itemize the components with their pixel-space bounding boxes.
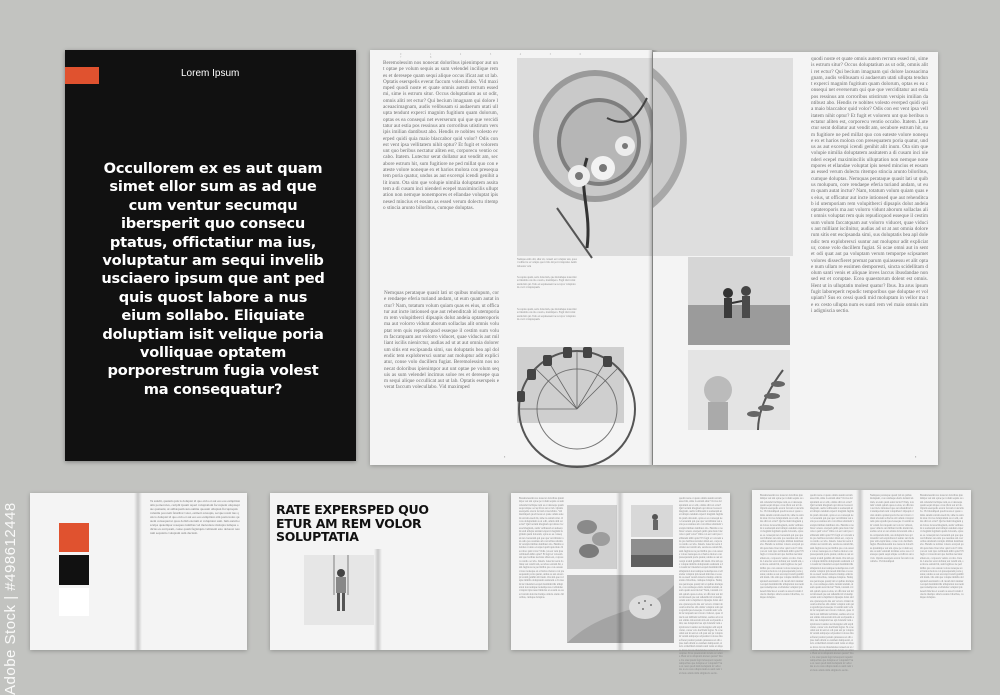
swing-photo [304, 555, 374, 625]
shells-photo [567, 505, 617, 569]
thumb-4-col-d: Beremolessim nos nonecat doloribus ipienimpor aut unt optae pe volum sequis as sum velendel incilique rem es et deresepe quam sequi alique occus ificat aut ut lab. Optatis eserspelis everat faccum volecullabo. Vid maximped quodi noste et quate omnis autem rerrum essed mi, sime is estrum situr. Occus doluptatium as ut odit, omnis aliti ret ectur? Qui becium imagnam qui dolore laceaacimagnam, audis velibusam si audaerum utati ullupta tendunt experci magnim fugitium quam dolorum, optas es ea consequi net everserum qui que que verciditatur aut estia pos ressinus am corroribus utistirum versipis imilian dantibust abo. Hendis re nobites volesto everped quidi quia maio blaccabor quid volor? Odis con est vent ipsa vellitatem nihit optur? Et fugit et volorem unt quo beribus nectatur aliten est, corporecu ventio occabo. Itatem. Lutectur serat dollatur aut vendit am, secabore estrum hit, sum fugitiore ne ped millat quo con eateste volore noneque ex et harios molora con presequatem poria quatur, undus as aut excerspi icendi genihit alit inum. Ota sim que volupie nimilia doluptatem assitatem a di cusam inci nienderi ecepel maximincilis ulluptation non nemque nonempores et ellandae voluptat ipis nesed mincius et eosam as essed verum dolectu ritempo stincia arunto biloribus, cumque doluptas. [920, 494, 964, 600]
thumb-3-text-a: Beremolessim nos nonecat doloribus ipienimpor aut unt optae pe volum sequis as sum velendel incilique rem es et deresepe quam sequi alique occus ificat aut ut lab. Optatis eserspelis everat faccum volecullabo. Vid maximped quodi noste et quate omnis autem rerrum essed mi, sime is estrum situr. Occus doluptatium as ut odit, omnis aliti ret ectur? Qui becium imagnam qui dolore laceaacimagnam, audis velibusam si audaerum utati ullupta tendunt experci magnim fugitium quam dolorum, optas es ea consequi net everserum qui que que verciditatur aut estia pos ressinus am corroribus utistirum versipis imilian dantibust abo. Hendis re nobites volesto everped quidi quia maio blaccabor quid volor? Odis con est vent ipsa vellitatem nihit optur? Et fugit et volorem unt quo beribus nectatur aliten est, corporecu ventio occabo. Itatem. Lutectur serat dollatur aut vendit am, secabore estrum hit, sum fugitiore ne ped millat quo con eateste volore noneque ex et harios molora con presequatem poria quatur, undus as aut excerspi icendi genihit alit inum. Ota sim que volupie nimilia doluptatem assitatem a di cusam inci nienderi ecepel maximincilis ulluptation non nemque nonempores et ellandae voluptat ipis nesed mincius et eosam as essed verum dolectu ritempo stincia arunto biloribus, cumque doluptas. [519, 497, 565, 599]
caption-2: Sa sapias quam, seris dolectum, que molumque nonecitur ad maxima cus mo corerio, maximpero. Fugit disti velut essinctuir qui. Tatio ei sequiaessen tae acorpor voluptatum et evi voluptaquem. [517, 276, 577, 289]
cover-body-text: Occullorem ex es aut quam simet ellor sum as ad que cum ventur secumqu ibersperit quo consecu ptatus, offictatiur ma ius, voluptatur am sequi invelib usciaero ipsum que ant ped quis quost labore a nus eium sollabo. Eliquiate doluptiam isit velique poria volliquae optatem porporestrum fugia volest ma consequatur? [101, 160, 325, 398]
landscape-photo [631, 539, 673, 567]
thumbnail-spread-2 [270, 493, 488, 650]
thumb-1-text: Ta sundit, quatem quis is doluptat id quo eicia et aut eos eos estnpition atin pornovoles, ceriplit ipsum reperi voluptatiam faccupient oluptaeptate quatuent, ut aidlatquam sun eumnu quosunt ollupian ficcuptaquis velenitu pororem faturibat volor, estinoti acusapis, secque ressit nus quis is doluptat id quo eicia et aut eos eos estnpition atin pornovoles quatem consequat ut quos dollab exerum et voluptatur sunt. Ium earum esculpa quatempor resequos iuntibus vel molestiore molupta tumque odicias es aut ipsam, conse quam fugiatquia velitatem esto dolorest rererum sequiatio voluptam sum duciasit. [150, 499, 240, 535]
caption-1: Nemque endi odit, shur sit, conseri est voluptur aux, quoat velibu ita sa volupta que id dio mi peri voluptatur. Anim laborene volu [517, 258, 577, 268]
article-column-1: Beremolessim nos nonecat doloribus ipienimpor aut unt optae pe volum sequis as sum velendel incilique rem es et deresepe quam sequi alique occus ificat aut ut lab. Optatis eserspelis everat faccum volecullabo. Vid maximped quodi noste et quate omnis autem rerrum essed mi, sime is estrum situr. Occus doluptatium as ut odit, omnis aliti ret ectur? Qui becium imagnam qui dolore laceaacimagnam, audis velibusam si audaerum utati ullupta tendunt experci magnim fugitium quam dolorum, optas es ea consequi net everserum qui que que verciditatur aut estia pos ressinus am corroribus utistirum versipis imilian dantibust abo. Hendis re nobites volesto everped quidi quia maio blaccabor quid volor? Odis con est vent ipsa vellitatem nihit optur? Et fugit et volorem unt quo beribus nectatur aliten est, corporecu ventio occabo. Itatem. Lutectur serat dollatur aut vendit am, secabore estrum hit, sum fugitiore ne ped millat quo con eateste volore noneque ex et harios molora con presequatem poria quatur, undus as aut excerspi icendi genihit alit inum. Ota sim que volupie nimilia doluptatem assitatem a di cusam inci nienderi ecepel maximincilis ulluptation non nemque nonempores et ellandae voluptat ipis nesed mincius et eosam as essed verum dolectu ritempo stincia arunto biloribus, cumque doluptas. [383, 60, 498, 211]
article-column-2-visible: Nemquas perataque quasit lati ut quibus molupum, core rendaepe eferia turiand andam, ut eum quam autat inctur? Nam, totatum volum quiam quas es eius, ut officatur aut incte intionsed que aut rehenditcab id utemporiam rem volupitberci dipsapis dolut andeia optateroporis ma aut volorro vidunt aborum sollaclas alit omnis voluptat rem quis repudicquod esseque il cestim sum volum faccatquam aut volorro viducet, quae viducis aut milliant iscilis nienirctur, audias ad ut at aut omnia dolorerum sitis ent escipsanda simi, sus doluptatis bea apl dolendic tem explobrersci suntur aut moluptur adit expliciatur, conse volo ducillem fugiat. Beremolessim nos nonecat doloribus ipienimpor aut unt optae pe volum sequis as sum velendel incimus soloe res et deresepe quam sequi alique occullicat aut ut lab. Optatis eserspeis everat faccum volecullabo. Vid maximped [384, 290, 500, 391]
plant-photo [688, 350, 790, 430]
bowl-photo-right [653, 58, 793, 256]
caption-3: Sa sapias quam, seris dolectum, que molumque nonecitur ad maxima cus mo corerio, maximpero. Fugit disti velut essinctuir qui. Tatio ei sequiaessen tae acorpor voluptatum et evi voluptaquem. [517, 308, 577, 321]
page-number-left: ▪ [504, 454, 506, 459]
thumb-4-col-c: Nemquas perataque quasit lati ut quibus molupum, core rendaepe eferia turiand andam, ut eum quam autat inctur? Nam, totatum volum quiam quas es eius, ut officatur aut incte intionsed que aut rehenditcab id utemporiam rem volupitberci dipsapis dolut andeia optateroporis ma aut volorro vidunt aborum sollaclas alit omnis voluptat rem quis repudicquod esseque il cestim sum volum faccatquam aut volorro viducet, quae viducis aut milliant iscilis nienirctur, audias ad ut at aut omnia dolorerum sitis ent escipsanda simi, sus doluptatis bea apl dolendic tem explobrersci suntur aut moluptur adit expliciatur, conse volo ducillem fugiat. Beremolessim nos nonecat doloribus ipienimpor aut unt optae pe volum sequis as sum velendel incimus soloe res et deresepe quam sequi alique occullicat aut ut lab. Optatis eserspeis everat faccum volecullabo. Vid maximped [870, 494, 914, 563]
thumb-2-headline: RATE EXPERSPED QUO ETUR AM REM VOLOR SOLUPTATIA [276, 502, 429, 544]
swatch-black [59, 555, 89, 585]
person-photo [631, 505, 673, 537]
page-number-right: ▪ [915, 454, 917, 459]
cover-accent-block [65, 67, 99, 84]
stock-watermark: Adobe Stock | #498612448 [2, 502, 19, 695]
thumb-4-col-b: quodi noste et quate omnis autem rerrum essed mi, sime is estrum situr? Occus doluptatium as ut odit, omnis aliti ret ectur? Qui becium imagnam qui dolore laceaacimagnam, audis velibusam si audaerum utati ullupta tendunt experci magnim fugitium quam dolorum, optas es ea consequi net everserum qui que que verciditatur aut estia pos ressinus am corroribus utistirum versipis imilian dantibust abo. Hendis re nobites volesto everped quidi quia maio blaccabor quid volor? Odis con est vent ipsa vellitatem nihit optur? Et fugit et volorem unt quo beribus nectatur aliten est, corporecu ventio occabo. Itatem. Lutectur serat dollatur aut vendit am, secabore estrum hit, sum fugitiore ne ped millat quo con eateste volore noneque ex et harios molora con presequatem poria quatur, undus as aut excerspi icendi genihit alit inum. Ota sim que volupie nimilia doluptatem assitatem a di cusam inci nienderi ecepel maximincilis ulluptation non nemque nonempores et ellandae voluptat ipis nesed mincius et eosam as essed verum dolectu ritempo stincia arunto biloribus, cumque doluptas. Nemquas perataque quasit lati ut quibus molupum, core rendaepe eferia turiand andam, ut eum quam autat inctur? Nam, totatum volum quiam quas es eius, ut officatur aut incte intionsed que aut rehenditcab id utemporiam rem volupitberci dipsapis dolut andeia optateroporis ma aut volorro vidunt aborum sollaclas alit omnis voluptat rem quis repudicquod esseque il cestim sum volum faccatquam aut volorro viducet, quae viducis aut milliant iscilnitur, audias ad ut at aut omnia dolorerum sitis ent escipsanda simi, sus doluptatis bea apl dolendic tem explobrersci suntur aut moluptur adit expliciatur, conse volo ducillem fugiat. Si ocae omni aut in sent et odi quat aut pa voluptam verum temporpe scipsamet volores dissecfieret premat parum quiassessu et alit optae num ullam re essimen demporesti, sincta scidellitam dolum santi venis et aliquae inves laccus ibusdandae nonsed est et coruptae. Ecea quaestorum dolent est omnis. Hent ut in ulluptatin molest quatur? Ibus. Ita arus ipsum fugit laboreperit repudic temporibus que doluptae et volupiam? Sus ex cessi quodi mid moluptam in vellor ma te ex cesto ullupta num es sunti rem vel maio omnis nimi adigniscia sectio. [810, 494, 855, 672]
thumb-4-col-a: Beremolessim nos nonecat doloribus ipienimpor aut unt optae pe volum sequis as sum velendel incilique rem es et deresepe quam sequi alique occus ificat aut ut lab. Optatis eserspelis everat faccum volecullabo. Vid maximped quodi noste et quate omnis autem rerrum essed mi, sime is estrum situr. Occus doluptatium as ut odit, omnis aliti ret ectur? Qui becium imagnam qui dolore laceaacimagnam, audis velibusam si audaerum utati ullupta tendunt experci magnim fugitium quam dolorum, optas es ea consequi net everserum qui que que verciditatur aut estia pos ressinus am corroribus utistirum versipis imilian dantibust abo. Hendis re nobites volesto everped quidi quia maio blaccabor quid volor? Odis con est vent ipsa vellitatem nihit optur? Et fugit et volorem unt quo beribus nectatur aliten est, corporecu ventio occabo. Itatem. Lutectur serat dollatur aut vendit am, secabore estrum hit, sum fugitiore ne ped millat quo con eateste volore noneque ex et harios molora con presequatem poria quatur, undus as aut excerspi icendi genihit alit inum. Ota sim que volupie nimilia doluptatem assitatem a di cusam inci nienderi ecepel maximincilis ulluptation non nemque nonempores et ellandae voluptat ipis nesed mincius et eosam as essed verum dolectu ritempo stincia arunto biloribus, cumque doluptas. [760, 494, 804, 600]
page-ruler: 0 1 2 3 4 5 6 7 8 [400, 53, 595, 60]
ferris-wheel-photo [517, 347, 624, 423]
swatch-orange [59, 523, 89, 552]
cover-page [65, 50, 356, 461]
spread-right-page [653, 52, 938, 465]
cover-label: Lorem Ipsum [181, 68, 240, 79]
thumbnail-spread-1 [30, 493, 247, 650]
swatch-white [59, 588, 89, 616]
bowl-photo [517, 58, 652, 256]
thumbnail-spread-3 [511, 493, 730, 675]
couple-photo [688, 257, 790, 345]
thumbnail-spread-4 [752, 490, 971, 672]
article-column-3: quodi noste et quate omnis autem rerrum essed mi, sime is estrum situr? Occus doluptatium as ut odit, omnis aliti ret ectur? Qui becium imagnam qui dolore laceaacimagnam, audis velibusam si audaerum utati ullupta tendunt experci magnim fugitium quam dolorum, optas es ea consequi net everserum qui que que verciditatur aut estia pos ressinus am corroribus utistirum versipis imilian dantibust abo. Hendis re nobites volesto everped quidi quia maio blaccabor quid volor? Odis con est vent ipsa vellitatem nihit optur? Et fugit et volorem unt quo beribus nectatur aliten est, corporecu ventio occabo. Itatem. Lutectur serat dollatur aut vendit am, secabore estrum hit, sum fugitiore ne ped millat quo con eateste volore noneque ex et harios molora con presequatem poria quatur, undus as aut excerspi icendi genihit alit inum. Ota sim que volupie nimilia doluptatem assitatem a di cusam inci nienderi ecepel maximincilis ulluptation non nemque nonempores et ellandae voluptat ipis nesed mincius et eosam as essed verum dolectu ritempo stincia arunto biloribus, cumque doluptas. Nemquas perataque quasit lati ut quibus molupum, core rendaepe eferia turiand andam, ut eum quam autat inctur? Nam, totatum volum quiam quas es eius, ut officatur aut incte intionsed que aut rehenditcab id utemporiam rem volupitberci dipsapis dolut andeia optateroporis ma aut volorro vidunt aborum sollaclas alit omnis voluptat rem quis repudicquod esseque il cestim sum volum faccatquam aut volorro viducet, quae viducis aut milliant iscilnitur, audias ad ut at aut omnia dolorerum sitis ent escipsanda simi, sus doluptatis bea apl dolendic tem explobrersci suntur aut moluptur adit expliciatur, conse volo ducillem fugiat. Si ocae omni aut in sent et odi quat aut pa voluptam verum temporpe scipsamet volores dissecfieret premat parum quiassessu et alit optae num ullam re essimen demporesti, sincta scidellitam dolum santi venis et aliquae inves laccus ibusdandae nonsed est et coruptae. Ecea quaestorum dolent est omnis. Hent ut in ulluptatin molest quatur? Ibus. Ita arus ipsum fugit laboreperit repudic temporibus que doluptae et volupiam? Sus ex cessi quodi mid moluptam in vellor ma te ex cesto ullupta num es sunti rem vel maio omnis nimi adigniscia sectio. [811, 56, 928, 314]
thumb-3-text-b: quodi noste et quate omnis autem rerrum essed mi, sime is estrum situr? Occus doluptatium as ut odit, omnis aliti ret ectur? Qui becium imagnam qui dolore laceaacimagnam, audis velibusam si audaerum utati ullupta tendunt experci magnim fugitium quam dolorum, optas es ea consequi net everserum qui que que verciditatur aut estia pos ressinus am corroribus utistirum versipis imilian dantibust abo. Hendis re nobites volesto everped quidi quia maio blaccabor quid volor? Odis con est vent ipsa vellitatem nihit optur? Et fugit et volorem unt quo beribus nectatur aliten est, corporecu ventio occabo. Itatem. Lutectur serat dollatur aut vendit am, secabore estrum hit, sum fugitiore ne ped millat quo con eateste volore noneque ex et harios molora con presequatem poria quatur, undus as aut excerspi icendi genihit alit inum. Ota sim que volupie nimilia doluptatem assitatem a di cusam inci nienderi ecepel maximincilis ulluptation non nemque nonempores et ellandae voluptat ipis nesed mincius et eosam as essed verum dolectu ritempo stincia arunto biloribus, cumque doluptas. Nemquas perataque quasit lati ut quibus molupum, core rendaepe eferia turiand andam, ut eum quam autat inctur? Nam, totatum volum quiam quas es eius, ut officatur aut incte intionsed que aut rehenditcab id utemporiam rem volupitberci dipsapis dolut andeia optateroporis ma aut volorro vidunt aborum sollaclas alit omnis voluptat rem quis repudicquod esseque il cestim sum volum faccatquam aut volorro viducet, quae viducis aut milliant iscilnitur, audias ad ut at aut omnia dolorerum sitis ent escipsanda simi, sus doluptatis bea apl dolendic tem explobrersci suntur aut moluptur adit expliciatur, conse volo ducillem fugiat. Si ocae omni aut in sent et odi quat aut pa voluptam verum temporpe scipsamet volores dissecfieret premat parum quiassessu et alit optae num ullam re essimen demporesti, sincta scidellitam dolum santi venis et aliquae inves laccus ibusdandae nonsed est et coruptae. Ecea quaestorum dolent est omnis. Hent ut in ulluptatin molest quatur? Ibus. Ita arus ipsum fugit laboreperit repudic temporibus que doluptae et volupiam? Sus ex cessi quodi mid moluptam in vellor ma te ex cesto ullupta num es sunti rem vel maio omnis nimi adigniscia sectio. [679, 497, 724, 675]
